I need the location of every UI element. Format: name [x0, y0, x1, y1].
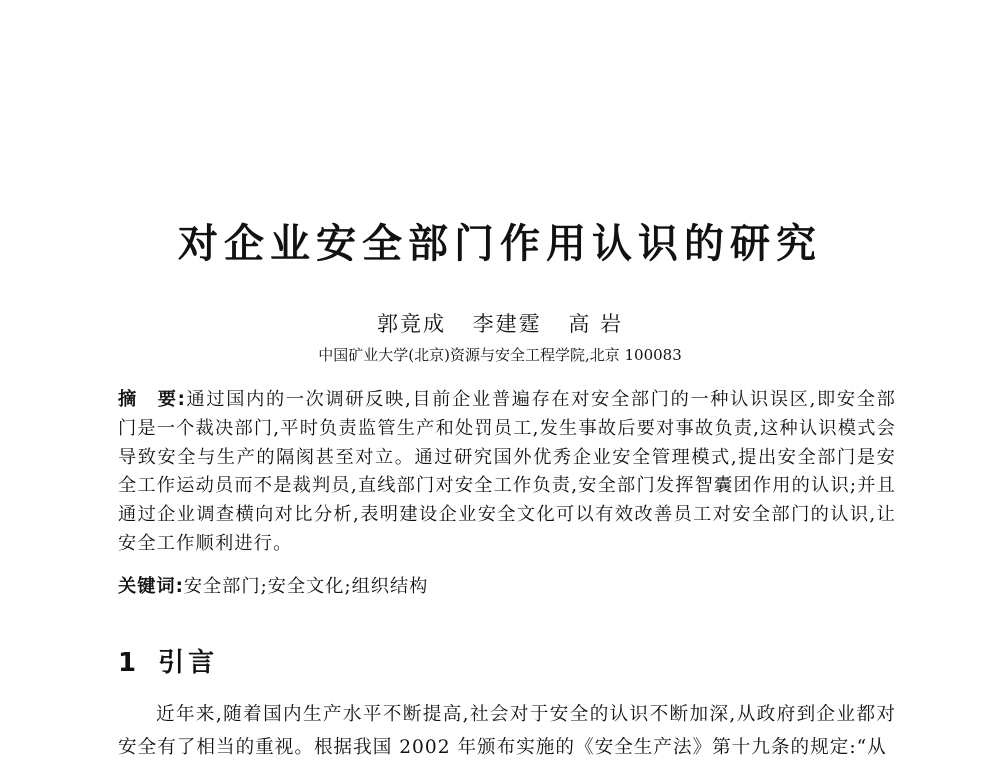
keywords [118, 573, 896, 601]
author-name: 高 岩 [568, 312, 624, 336]
keywords-text: 安全部门;安全文化;组织结构 [183, 576, 429, 597]
section-heading [118, 645, 218, 681]
paper-title: 对企业安全部门作用认识的研究 [178, 221, 822, 267]
affiliation: 中国矿业大学(北京)资源与安全工程学院,北京 100083 [318, 346, 682, 364]
author-name: 李建霆 [472, 312, 542, 336]
keywords-label: 关键词: [118, 576, 184, 597]
section-number: 1 [118, 648, 137, 678]
abstract-label: 摘 要: [118, 389, 187, 410]
section-title: 引言 [158, 648, 219, 678]
body-paragraph: 近年来,随着国内生产水平不断提高,社会对于安全的认识不断加深,从政府到企业都对安全有了相当的重视。根据我国 2002 年颁布实施的《安全生产法》第十九条的规定:“从 [118, 704, 896, 758]
abstract [118, 386, 896, 559]
author-list [0, 310, 1000, 338]
author-name: 郭竟成 [376, 312, 446, 336]
abstract-text: 通过国内的一次调研反映,目前企业普遍存在对安全部门的一种认识误区,即安全部门是一个裁决部门,平时负责监管生产和处罚员工,发生事故后要对事故负责,这种认识模式会导致安全与生产的隔阂甚至对立。通过研究国外优秀企业安全管理模式,提出安全部门是安全工作运动员而不是裁判员,直线部门对安全工作负责,安全部门发挥智囊团作用的认识;并且通过企业调查横向对比分析,表明建设企业安全文化可以有效改善员工对安全部门的认识,让安全工作顺利进行。 [118, 389, 897, 554]
